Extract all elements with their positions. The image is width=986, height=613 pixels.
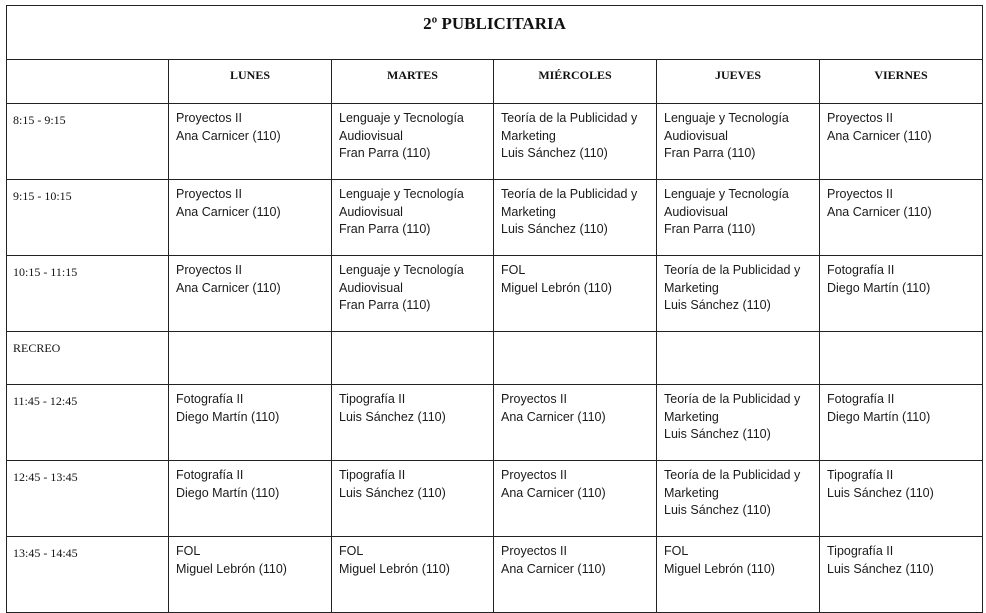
subject-label: Proyectos II	[827, 187, 893, 201]
day-label: MIÉRCOLES	[538, 68, 612, 82]
teacher-room-label: Ana Carnicer (110)	[176, 204, 281, 219]
subject-label: Proyectos II	[827, 111, 893, 125]
class-slot-cell	[820, 332, 983, 385]
teacher-room-label: Ana Carnicer (110)	[501, 485, 606, 500]
class-slot-cell	[494, 537, 657, 613]
break-row	[7, 332, 983, 385]
teacher-room-label: Luis Sánchez (110)	[827, 485, 934, 500]
class-slot-cell	[820, 256, 983, 332]
class-slot-cell	[820, 537, 983, 613]
subject-label: Teoría de la Publicidad y	[664, 468, 801, 482]
class-slot-cell	[169, 461, 332, 537]
teacher-room-label: Ana Carnicer (110)	[501, 561, 606, 576]
class-slot-cell	[332, 180, 494, 256]
class-slot-cell	[332, 461, 494, 537]
class-slot-cell	[332, 537, 494, 613]
subject-label: Proyectos II	[501, 468, 567, 482]
time-slot-row	[7, 256, 983, 332]
subject-label: Tipografía II	[827, 544, 894, 558]
subject-label: Fotografía II	[827, 392, 895, 406]
class-slot-cell	[657, 256, 820, 332]
time-label: 9:15 - 10:15	[7, 180, 169, 256]
teacher-room-label: Fran Parra (110)	[339, 298, 431, 312]
subject-label: Audiovisual	[339, 128, 403, 143]
teacher-room-label: Luis Sánchez (110)	[664, 503, 771, 517]
teacher-room-label: Luis Sánchez (110)	[339, 485, 446, 500]
subject-label: Fotografía II	[176, 468, 244, 482]
day-label: MARTES	[387, 68, 438, 82]
time-slot-row	[7, 537, 983, 613]
class-slot-cell	[657, 385, 820, 461]
teacher-room-label: Luis Sánchez (110)	[664, 298, 771, 312]
teacher-room-label: Diego Martín (110)	[827, 409, 931, 424]
subject-label: FOL	[176, 544, 201, 558]
timetable-title-cell	[7, 6, 983, 60]
time-label: 8:15 - 9:15	[7, 104, 169, 180]
teacher-room-label: Ana Carnicer (110)	[827, 204, 932, 219]
time-slot-row	[7, 385, 983, 461]
class-slot-cell	[657, 537, 820, 613]
teacher-room-label: Diego Martín (110)	[827, 280, 931, 295]
subject-label: Audiovisual	[664, 128, 728, 143]
class-slot-cell	[494, 104, 657, 180]
class-slot-cell	[657, 104, 820, 180]
subject-label: Proyectos II	[501, 392, 567, 406]
subject-label: FOL	[501, 263, 526, 277]
teacher-room-label: Fran Parra (110)	[339, 146, 431, 160]
subject-label: Teoría de la Publicidad y	[501, 111, 638, 125]
class-slot-cell	[332, 385, 494, 461]
class-slot-cell	[657, 180, 820, 256]
class-slot-cell	[332, 256, 494, 332]
time-label: 10:15 - 11:15	[7, 256, 169, 332]
subject-label: Audiovisual	[664, 204, 728, 219]
teacher-room-label: Fran Parra (110)	[339, 222, 431, 236]
subject-label: Proyectos II	[176, 111, 242, 125]
schedule-document	[6, 5, 982, 576]
teacher-room-label: Luis Sánchez (110)	[501, 146, 608, 160]
day-header-row	[7, 60, 983, 104]
subject-label: Marketing	[501, 128, 556, 143]
subject-label: Fotografía II	[827, 263, 895, 277]
class-slot-cell	[820, 104, 983, 180]
teacher-room-label: Fran Parra (110)	[664, 146, 756, 160]
class-slot-cell	[332, 332, 494, 385]
teacher-room-label: Ana Carnicer (110)	[827, 128, 932, 143]
class-slot-cell	[494, 385, 657, 461]
teacher-room-label: Miguel Lebrón (110)	[664, 561, 775, 576]
subject-label: Audiovisual	[339, 280, 403, 295]
subject-label: Teoría de la Publicidad y	[501, 187, 638, 201]
subject-label: Proyectos II	[176, 263, 242, 277]
day-header-miercoles	[494, 60, 657, 104]
subject-label: Teoría de la Publicidad y	[664, 392, 801, 406]
subject-label: FOL	[664, 544, 689, 558]
subject-label: Audiovisual	[339, 204, 403, 219]
teacher-room-label: Ana Carnicer (110)	[176, 280, 281, 295]
timetable	[6, 5, 983, 613]
class-slot-cell	[820, 461, 983, 537]
subject-label: Lenguaje y Tecnología	[339, 263, 464, 277]
class-slot-cell	[169, 332, 332, 385]
class-slot-cell	[494, 332, 657, 385]
time-label: 12:45 - 13:45	[7, 461, 169, 537]
subject-label: Tipografía II	[339, 468, 406, 482]
day-header-jueves	[657, 60, 820, 104]
day-header-viernes	[820, 60, 983, 104]
time-slot-row	[7, 461, 983, 537]
class-slot-cell	[169, 104, 332, 180]
teacher-room-label: Ana Carnicer (110)	[501, 409, 606, 424]
subject-label: Marketing	[501, 204, 556, 219]
subject-label: FOL	[339, 544, 364, 558]
subject-label: Lenguaje y Tecnología	[664, 187, 789, 201]
teacher-room-label: Diego Martín (110)	[176, 485, 280, 500]
teacher-room-label: Diego Martín (110)	[176, 409, 280, 424]
subject-label: Marketing	[664, 280, 719, 295]
teacher-room-label: Luis Sánchez (110)	[664, 427, 771, 441]
day-label: VIERNES	[874, 68, 928, 82]
teacher-room-label: Miguel Lebrón (110)	[339, 561, 450, 576]
subject-label: Proyectos II	[176, 187, 242, 201]
class-slot-cell	[657, 461, 820, 537]
class-slot-cell	[494, 180, 657, 256]
class-slot-cell	[820, 385, 983, 461]
day-label: JUEVES	[714, 68, 761, 82]
class-slot-cell	[169, 385, 332, 461]
class-slot-cell	[494, 461, 657, 537]
subject-label: Marketing	[664, 409, 719, 424]
day-header-martes	[332, 60, 494, 104]
subject-label: Lenguaje y Tecnología	[339, 187, 464, 201]
subject-label: Tipografía II	[827, 468, 894, 482]
class-slot-cell	[332, 104, 494, 180]
class-slot-cell	[657, 332, 820, 385]
class-slot-cell	[169, 256, 332, 332]
subject-label: Teoría de la Publicidad y	[664, 263, 801, 277]
time-slot-row	[7, 180, 983, 256]
teacher-room-label: Luis Sánchez (110)	[827, 561, 934, 576]
teacher-room-label: Miguel Lebrón (110)	[501, 280, 612, 295]
timetable-title: 2º PUBLICITARIA	[423, 13, 566, 33]
time-label: 11:45 - 12:45	[7, 385, 169, 461]
subject-label: Marketing	[664, 485, 719, 500]
day-label: LUNES	[229, 68, 270, 82]
teacher-room-label: Miguel Lebrón (110)	[176, 561, 287, 576]
subject-label: Fotografía II	[176, 392, 244, 406]
time-slot-row	[7, 104, 983, 180]
class-slot-cell	[494, 256, 657, 332]
teacher-room-label: Luis Sánchez (110)	[339, 409, 446, 424]
subject-label: Lenguaje y Tecnología	[664, 111, 789, 125]
subject-label: Proyectos II	[501, 544, 567, 558]
time-label: 13:45 - 14:45	[7, 537, 169, 613]
class-slot-cell	[169, 537, 332, 613]
teacher-room-label: Ana Carnicer (110)	[176, 128, 281, 143]
subject-label: Lenguaje y Tecnología	[339, 111, 464, 125]
time-label: RECREO	[7, 332, 169, 385]
teacher-room-label: Fran Parra (110)	[664, 222, 756, 236]
class-slot-cell	[169, 180, 332, 256]
subject-label: Tipografía II	[339, 392, 406, 406]
corner-header-cell	[7, 60, 169, 104]
teacher-room-label: Luis Sánchez (110)	[501, 222, 608, 236]
class-slot-cell	[820, 180, 983, 256]
day-header-lunes	[169, 60, 332, 104]
